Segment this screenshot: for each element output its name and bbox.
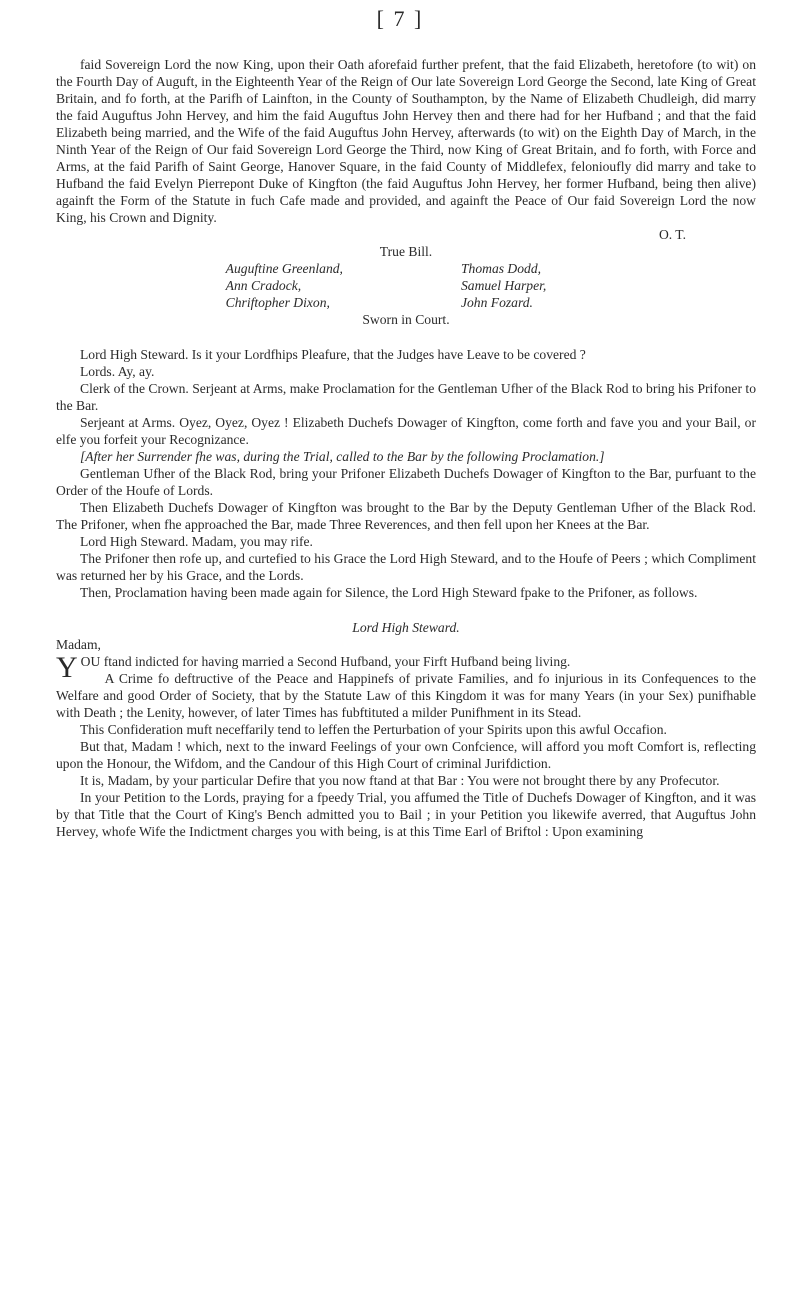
true-bill: True Bill. <box>379 244 433 259</box>
salutation: Madam, <box>56 637 101 652</box>
speech-paragraph: It is, Madam, by your particular Defire that you now ftand at that Bar : You were not brought there by any Profecutor. <box>80 773 720 788</box>
signatory: Auguftine Greenland, <box>225 261 343 276</box>
drop-capital: Y <box>56 651 78 684</box>
signatory: Chriftopher Dixon, <box>225 295 330 310</box>
page-number-header: [ 7 ] <box>376 6 424 31</box>
proceeding-line: Gentleman Ufher of the Black Rod, bring your Prifoner Elizabeth Duchefs Dowager of Kingfton to the Bar, purfuant to the Order of the Houfe of Lords. <box>56 466 756 498</box>
signatories-right <box>461 260 546 311</box>
indictment-paragraph: faid Sovereign Lord the now King, upon their Oath aforefaid further prefent, that the faid Elizabeth, heretofore (to wit) on the Fourth Day of Auguft, in the Eighteenth Year of the Reign of Our late Sovereign Lord George the Second, late King of Great Britain, and fo forth, at the Parifh of Lainfton, in the County of Southampton, by the Name of Elizabeth Chudleigh, did marry the faid Auguftus John Hervey, and him the faid Auguftus John Hervey then and there had for her Hufband ; and that the faid Elizabeth being married, and the Wife of the faid Auguftus John Hervey, afterwards (to wit) on the Eighth Day of March, in the Ninth Year of the Reign of Our faid Sovereign Lord George the Third, now King of Great Britain, and fo forth, with Force and Arms, at the faid Parifh of Saint George, Hanover Square, in the faid County of Middlefex, felonioufly did marry and take to Hufband the faid Evelyn Pierrepont Duke of Kingfton (the faid Auguftus John Hervey, her former Hufband, being then alive) againft the Form of the Statute in fuch Cafe made and provided, and againft the Peace of Our faid Sovereign Lord the now King, his Crown and Dignity. <box>56 57 756 225</box>
proceeding-line: Lord High Steward. Is it your Lordfhips Pleafure, that the Judges have Leave to be covered ? <box>80 347 586 362</box>
ot-mark: O. T. <box>658 227 686 242</box>
speech-paragraph: This Confideration muft neceffarily tend to leffen the Perturbation of your Spirits upon this awful Occafion. <box>80 722 667 737</box>
speech-paragraph: But that, Madam ! which, next to the inward Feelings of your own Confcience, will afford you moft Comfort is, reflecting upon the Honour, the Wifdom, and the Candour of this High Court of criminal Jurifdiction. <box>56 739 756 771</box>
proceeding-line: Serjeant at Arms. Oyez, Oyez, Oyez ! Elizabeth Duchefs Dowager of Kingfton, come forth and fave you and your Bail, or elfe you forfeit your Recognizance. <box>56 415 756 447</box>
speech-paragraph: In your Petition to the Lords, praying for a fpeedy Trial, you affumed the Title of Duchefs Dowager of Kingfton, and it was by that Title that the Court of King's Bench admitted you to Bail ; in your Petition you likewife averred, that Auguftus John Hervey, whofe Wife the Indictment charges you with being, is at this Time Earl of Briftol : Upon examining <box>56 790 756 839</box>
proceeding-line: Then, Proclamation having been made again for Silence, the Lord High Steward fpake to the Prifoner, as follows. <box>80 585 698 600</box>
signatory: Thomas Dodd, <box>460 261 542 276</box>
speech-paragraph: A Crime fo deftructive of the Peace and Happinefs of private Families, and fo injurious in its Confequences to the Welfare and good Order of Society, that by the Statute Law of this Kingdom it was for many Years (in your Sex) punifhable with Death ; the Lenity, however, of later Times has fubftituted a milder Punifhment in its Stead. <box>56 671 756 720</box>
speech-heading: Lord High Steward. <box>352 620 460 635</box>
speech-paragraph: YOU ftand indicted for having married a Second Hufband, your Firft Hufband being living. <box>56 651 571 684</box>
signatories-left <box>226 260 343 311</box>
proceeding-line: Lord High Steward. Madam, you may rife. <box>80 534 313 549</box>
proceeding-line: Then Elizabeth Duchefs Dowager of Kingfton was brought to the Bar by the Deputy Gentleman Ufher of the Black Rod. The Prifoner, when fhe approached the Bar, made Three Reverences, and then fell upon her Knees at the Bar. <box>56 500 756 532</box>
proceeding-line: The Prifoner then rofe up, and curtefied to his Grace the Lord High Steward, and to the Houfe of Peers ; which Compliment was returned her by his Grace, and the Lords. <box>56 551 756 583</box>
proceeding-line: Lords. Ay, ay. <box>80 364 155 379</box>
proceeding-line: Clerk of the Crown. Serjeant at Arms, make Proclamation for the Gentleman Ufher of the Black Rod to bring his Prifoner to the Bar. <box>56 381 756 413</box>
signatories <box>16 260 756 311</box>
signatory: John Fozard. <box>460 295 533 310</box>
signatory: Ann Cradock, <box>225 278 302 293</box>
signatory: Samuel Harper, <box>460 278 547 293</box>
sworn-in-court: Sworn in Court. <box>362 312 450 327</box>
indictment-text <box>56 56 756 840</box>
proceeding-line: [After her Surrender fhe was, during the Trial, called to the Bar by the following Proclamation.] <box>80 449 605 464</box>
